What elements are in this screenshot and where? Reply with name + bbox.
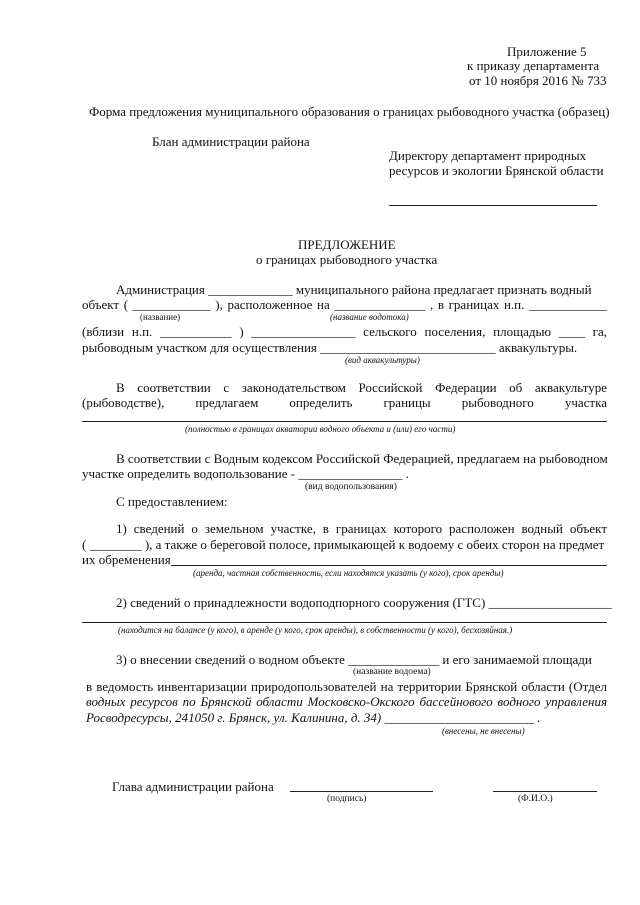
appendix-number: Приложение 5 [507,44,587,59]
appendix-order: к приказу департамента [467,58,600,73]
recipient-underline [389,205,597,206]
appendix-date: от 10 ноября 2016 № 733 [469,73,607,88]
p3-line-2: участке определить водопользование - ________________ . [82,466,409,481]
item1-underline [171,565,607,566]
p1-line-2: объект ( ____________ ), расположенное на ______________ , в границах н.п. ____________ [82,297,607,312]
item2-underline [82,622,607,623]
doc-subtitle: о границах рыбоводного участка [256,252,438,267]
p1-hint-aqua: (вид аквакультуры) [345,355,420,365]
recipient-line-1: Директору департамент природных [389,148,587,163]
p3-hint: (вид водопользования) [305,482,397,492]
fio-line [493,791,597,792]
p1-line-3: (вблизи н.п. ___________ ) ________________ сельского поселения, площадью ____ га, [82,324,607,339]
p2-line-1: В соответствии с законодательством Российской Федерации об аквакультуре [116,380,607,395]
p1-line-4: рыбоводным участком для осуществления ___________________________ аквакультуры. [82,340,578,355]
recipient-line-2: ресурсов и экологии Брянской области [389,163,604,178]
fio-hint: (Ф.И.О.) [518,794,553,804]
item1-line-2: ( ________ ), а также о береговой полосе, примыкающей к водоему с обеих сторон на предмет [82,537,605,552]
item3-line-2: в ведомость инвентаризации природопользователей на территории Брянской области (Отдел [86,679,607,694]
p3-line-1: В соответствии с Водным кодексом Российской Федерацией, предлагаем на рыбоводном [116,451,608,466]
item1-hint: (аренда, частная собственность, если находятся указать (у кого), срок аренды) [193,568,504,578]
blank-label: Блан администрации района [152,134,310,149]
doc-title: ПРЕДЛОЖЕНИЕ [298,237,396,252]
signature-label: Глава администрации района [112,779,274,794]
p2-underline [82,421,607,422]
form-title: Форма предложения муниципального образования о границах рыбоводного участка (образец) [89,104,610,119]
provision-label: С предоставлением: [116,494,228,509]
item3-line-1: 3) о внесении сведений о водном объекте ______________ и его занимаемой площади [116,652,592,667]
item3-hint-status: (внесены, не внесены) [442,726,525,736]
p1-line-1: Администрация _____________ муниципального района предлагает признать водный [116,282,592,297]
item2-line-1: 2) сведений о принадлежности водоподпорного сооружения (ГТС) ___________________ [116,595,613,610]
item3-hint-obj: (название водоема) [353,667,431,677]
item3-line-4: Росводресурсы, 241050 г. Брянск, ул. Калинина, д. 34) _______________________ . [86,710,541,725]
item3-line-3: водных ресурсов по Брянской области Московско-Окского бассейнового водного управления [86,694,607,709]
item1-line-3: их обременения [82,552,171,567]
p1-hint-water: (название водотока) [330,312,409,322]
signature-hint: (подпись) [327,794,367,804]
signature-line [290,791,433,792]
item2-hint: (находится на балансе (у кого), в аренде (у кого, срок аренды), в собственности (у кого), бесхозяйная.) [118,625,513,635]
p2-hint: (полностью в границах акватории водного объекта и (или) его части) [185,424,456,434]
item1-line-1: 1) сведений о земельном участке, в границах которого расположен водный объект [116,521,607,536]
p1-hint-name: (название) [140,312,181,322]
p2-line-2: (рыбоводстве), предлагаем определить границы рыбоводного участка [82,395,607,410]
